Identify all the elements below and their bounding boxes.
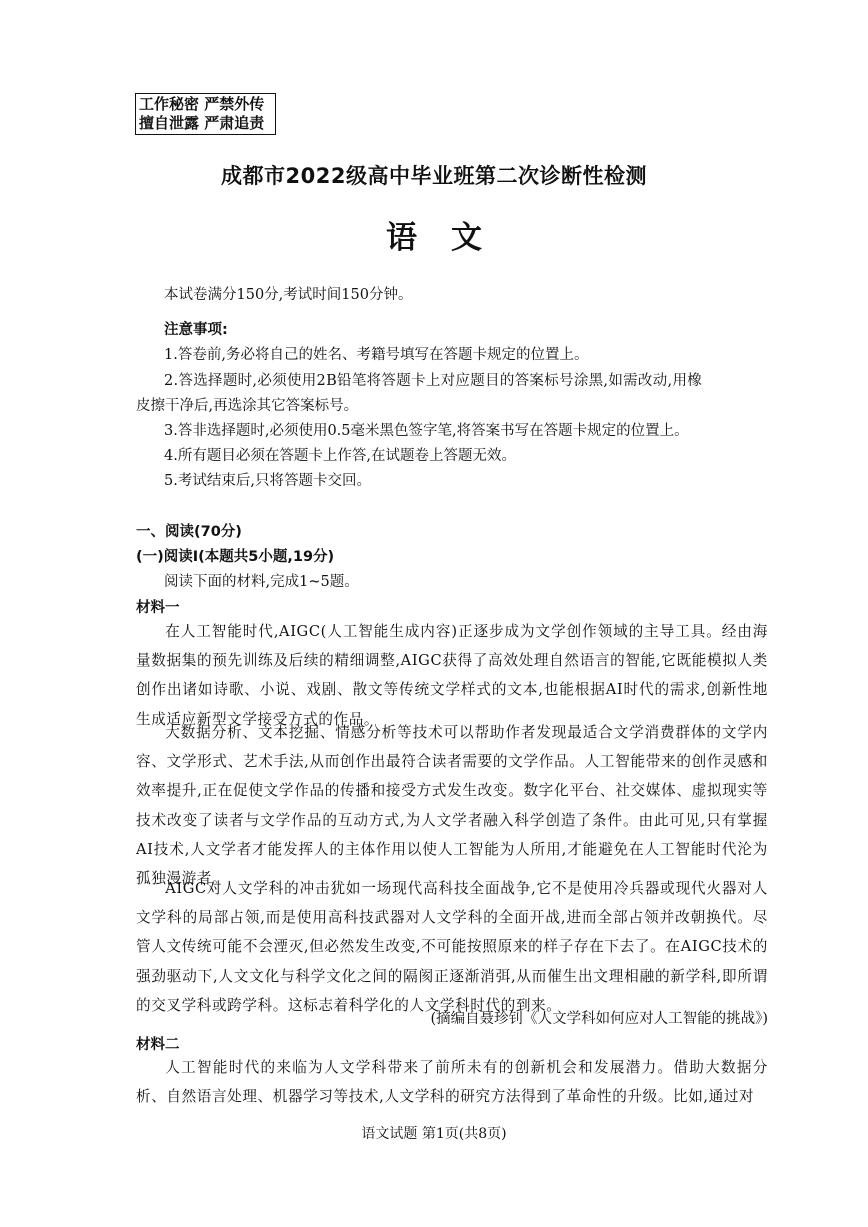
material-1-paragraph: 大数据分析、文本挖掘、情感分析等技术可以帮助作者发现最适合文学消费群体的文学内容、文学形式、艺术手法,从而创作出最符合读者需要的文学作品。人工智能带来的创作灵感和效率提升,正在促使文学作品的传播和接受方式发生改变。数字化平台、社交媒体、虚拟现实等技术改变了读者与文学作品的互动方式,为人文学者融入科学创造了条件。由此可见,只有掌握AI技术,人文学者才能发挥人的主体作用以使人工智能为人所用,才能避免在人工智能时代沦为孤独漫游者。 (136, 724, 768, 888)
material-2-label: 材料二 (136, 1037, 180, 1053)
notice-item: 1.答卷前,务必将自己的姓名、考籍号填写在答题卡规定的位置上。 (164, 347, 589, 363)
exam-intro: 本试卷满分150分,考试时间150分钟。 (164, 287, 413, 303)
stamp-line-2: 擅自泄露 严肃追责 (139, 114, 265, 132)
material-1-paragraph: AIGC对人文学科的冲击犹如一场现代高科技全面战争,它不是使用冷兵器或现代火器对人文学科的局部占领,而是使用高科技武器对人文学科的全面开战,进而全部占领并改朝换代。尽管人文传统可能不会湮灭,但必然发生改变,不可能按照原来的样子存在下去了。在AIGC技术的强劲驱动下,人文文化与科学文化之间的隔阂正逐渐消弭,从而催生出文理相融的新学科,即所谓的交叉学科或跨学科。这标志着科学化的人文学科时代的到来。 (136, 880, 768, 1014)
section-heading: 一、阅读(70分) (136, 524, 242, 540)
section-subheading: (一)阅读Ⅰ(本题共5小题,19分) (136, 549, 335, 565)
section-instruction: 阅读下面的材料,完成1~5题。 (164, 574, 359, 590)
subject-title: 语文 (386, 220, 516, 256)
notice-item: 4.所有题目必须在答题卡上作答,在试题卷上答题无效。 (164, 448, 516, 464)
confidential-stamp (135, 93, 276, 135)
material-1-paragraph: 在人工智能时代,AIGC(人工智能生成内容)正逐步成为文学创作领域的主导工具。经由海量数据集的预先训练及后续的精细调整,AIGC获得了高效处理自然语言的智能,它既能模拟人类创作出诸如诗歌、小说、戏剧、散文等传统文学样式的文本,也能根据AI时代的需求,创新性地生成适应新型文学接受方式的作品。 (136, 623, 768, 728)
stamp-line-1: 工作秘密 严禁外传 (139, 95, 265, 113)
material-2-paragraph: 人工智能时代的来临为人文学科带来了前所未有的创新机会和发展潜力。借助大数据分析、自然语言处理、机器学习等技术,人文学科的研究方法得到了革命性的升级。比如,通过对 (136, 1059, 768, 1106)
notice-heading: 注意事项: (164, 322, 228, 338)
notice-item: 5.考试结束后,只将答题卡交回。 (164, 473, 371, 489)
notice-item: 皮擦干净后,再选涂其它答案标号。 (136, 398, 359, 414)
notice-item: 2.答选择题时,必须使用2B铅笔将答题卡上对应题目的答案标号涂黑,如需改动,用橡 (164, 373, 703, 389)
material-1-label: 材料一 (136, 600, 180, 616)
exam-title: 成都市2022级高中毕业班第二次诊断性检测 (221, 164, 647, 188)
page-footer: 语文试题 第1页(共8页) (361, 1126, 507, 1142)
notice-item: 3.答非选择题时,必须使用0.5毫米黑色签字笔,将答案书写在答题卡规定的位置上。 (164, 423, 689, 439)
material-1-source: (摘编自聂珍钊《人文学科如何应对人工智能的挑战》) (430, 1011, 768, 1027)
